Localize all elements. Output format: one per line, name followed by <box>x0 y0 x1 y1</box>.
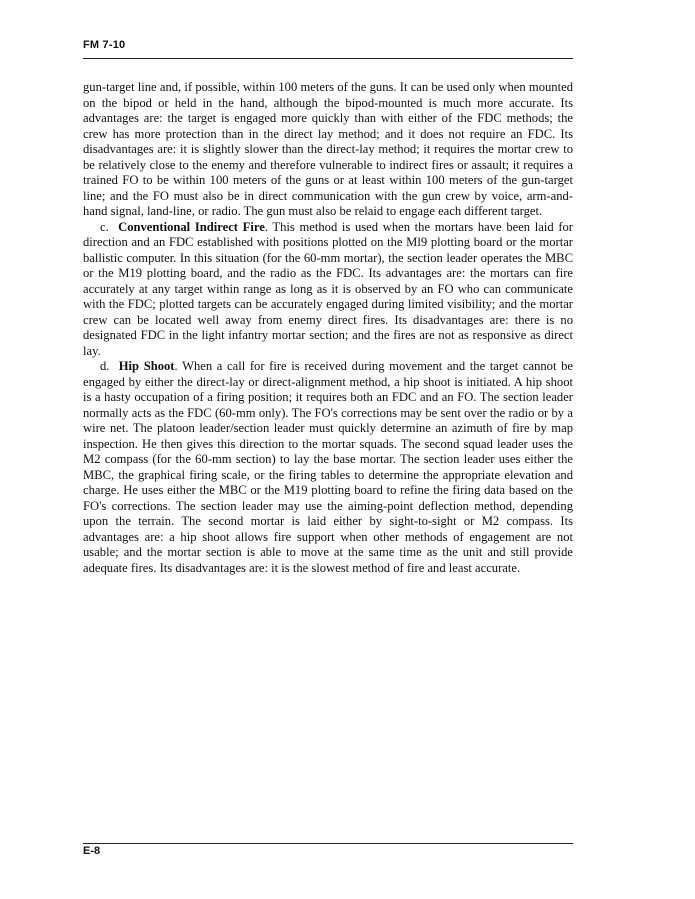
page-number: E-8 <box>83 845 101 857</box>
body-text <box>83 80 573 576</box>
paragraph-c-label: c. <box>100 219 109 234</box>
paragraph-c <box>83 220 573 360</box>
paragraph-c-heading: Conventional Indirect Fire <box>118 219 265 234</box>
page-header <box>83 38 573 59</box>
paragraph-c-text: . This method is used when the mortars have been laid for direction and an FDC established with positions plotted on the Ml9 plotting board or the mortar ballistic computer. In this situation (for the 60-mm mortar), the section leader operates the MBC or the M19 plotting board, and the radio as the FDC. Its advantages are: the mortars can fire accurately at any target within range as long as it is observed by an FO who can communicate with the FDC; plotted targets can be accurately engaged during limited visibility; and the mortar crew can be located well away from enemy direct fires. Its disadvantages are: there is no designated FDC in the light infantry mortar section; and the fires are not as responsive as direct lay. <box>83 219 574 358</box>
paragraph-d-text: . When a call for fire is received during movement and the target cannot be engaged by either the direct-lay or direct-alignment method, a hip shoot is initiated. A hip shoot is a hasty occupation of a firing position; it requires both an FDC and an FO. The section leader normally acts as the FDC (60-mm only). The FO's corrections may be sent over the radio or by a wire net. The platoon leader/section leader must quickly determine an azimuth of fire by map inspection. He then gives this direction to the mortar squads. The second squad leader uses the M2 compass (for the 60-mm section) to lay the base mortar. The section leader uses either the MBC, the graphical firing scale, or the firing tables to determine the appropriate elevation and charge. He uses either the MBC or the M19 plotting board to refine the firing data based on the FO's corrections. The section leader may use the aiming-point deflection method, depending upon the terrain. The second mortar is laid either by sight-to-sight or M2 compass. Its advantages are: a hip shoot allows fire support when other methods of engagement are not usable; and the mortar section is able to move at the same time as the unit and still provide adequate fires. Its disadvantages are: it is the slowest method of fire and least accurate. <box>83 359 573 575</box>
page-footer <box>83 843 573 864</box>
continued-paragraph: gun-target line and, if possible, within 100 meters of the guns. It can be used only when mounted on the bipod or held in the hand, although the bipod-mounted is much more accurate. Its advantages are: the target is engaged more quickly than with either of the FDC methods; the crew has more protection than in the direct lay method; and it does not require an FDC. Its disadvantages are: it is slightly slower than the direct-lay method; it requires the mortar crew to be relatively close to the enemy and therefore vulnerable to indirect fires or assault; it requires a trained FO to be within 100 meters of the guns or at least within 100 meters of the gun-target line; and the FO must also be in direct communication with the gun crew by voice, arm-and-hand signal, land-line, or radio. The gun must also be relaid to engage each different target. <box>83 80 573 218</box>
paragraph-d <box>83 359 573 576</box>
paragraph-d-heading: Hip Shoot <box>118 359 175 373</box>
manual-id: FM 7-10 <box>83 39 126 51</box>
paragraph-d-label: d. <box>100 359 110 373</box>
